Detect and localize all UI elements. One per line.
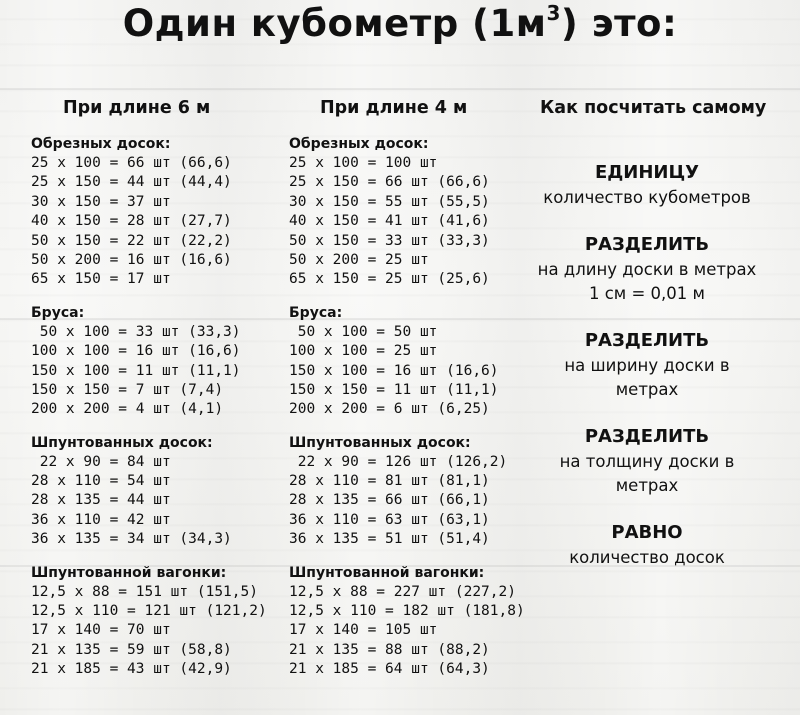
step-description: количество кубометров <box>543 188 751 207</box>
step-description: на толщину доски в <box>559 452 735 471</box>
group-title: Бруса: <box>31 304 85 321</box>
group-gap <box>289 550 525 564</box>
step-keyword: РАЗДЕЛИТЬ <box>584 426 710 447</box>
list-item: 65 х 150 = 17 шт <box>31 271 171 288</box>
list-item: 36 х 110 = 42 шт <box>31 511 171 528</box>
column-header-4m: При длине 4 м <box>320 98 468 118</box>
board-seam <box>0 88 800 90</box>
step-description: метрах <box>615 476 679 495</box>
material-group <box>289 434 525 550</box>
group-title: Бруса: <box>289 304 343 321</box>
material-group <box>31 304 267 420</box>
list-item: 36 х 135 = 51 шт (51,4) <box>289 531 490 548</box>
list-item: 12,5 х 110 = 121 шт (121,2) <box>31 603 267 620</box>
calc-step <box>527 520 767 570</box>
group-gap <box>289 420 525 434</box>
step-keyword: РАЗДЕЛИТЬ <box>584 330 710 351</box>
list-item: 22 х 90 = 84 шт <box>31 453 171 470</box>
list-item: 65 х 150 = 25 шт (25,6) <box>289 271 490 288</box>
step-description: метрах <box>615 380 679 399</box>
list-item: 50 х 150 = 33 шт (33,3) <box>289 232 490 249</box>
list-item: 21 х 185 = 64 шт (64,3) <box>289 661 490 678</box>
group-title: Обрезных досок: <box>289 136 429 152</box>
list-item: 50 х 200 = 16 шт (16,6) <box>31 251 232 268</box>
list-item: 25 х 100 = 100 шт <box>289 155 438 171</box>
title-superscript: 3 <box>546 1 561 25</box>
material-group <box>289 304 525 420</box>
list-item: 200 х 200 = 4 шт (4,1) <box>31 401 224 418</box>
list-item: 150 х 150 = 11 шт (11,1) <box>289 381 499 398</box>
title-suffix: ) это: <box>560 2 678 45</box>
group-gap <box>31 420 267 434</box>
group-title: Шпунтованных досок: <box>289 434 471 451</box>
calc-step <box>527 160 767 210</box>
column-4m <box>289 135 525 680</box>
list-item: 12,5 х 88 = 151 шт (151,5) <box>31 583 258 600</box>
group-title: Шпунтованной вагонки: <box>31 564 227 581</box>
list-item: 28 х 135 = 66 шт (66,1) <box>289 492 490 509</box>
list-item: 100 х 100 = 25 шт <box>289 343 438 360</box>
list-item: 25 х 150 = 44 шт (44,4) <box>31 174 232 191</box>
list-item: 25 х 100 = 66 шт (66,6) <box>31 155 232 171</box>
material-group <box>289 564 525 680</box>
step-description: на ширину доски в <box>564 356 730 375</box>
list-item: 36 х 110 = 63 шт (63,1) <box>289 511 490 528</box>
calc-step <box>527 424 767 498</box>
step-keyword: РАЗДЕЛИТЬ <box>584 234 710 255</box>
step-keyword: ЕДИНИЦУ <box>594 162 700 183</box>
step-description: количество досок <box>569 548 725 567</box>
list-item: 22 х 90 = 126 шт (126,2) <box>289 453 508 470</box>
step-description: 1 см = 0,01 м <box>588 284 705 303</box>
title-text: Один кубометр (1м <box>122 2 547 45</box>
group-gap <box>31 550 267 564</box>
group-title: Обрезных досок: <box>31 136 171 152</box>
group-gap <box>31 290 267 304</box>
group-title: Шпунтованной вагонки: <box>289 564 485 581</box>
list-item: 21 х 185 = 43 шт (42,9) <box>31 661 232 678</box>
list-item: 200 х 200 = 6 шт (6,25) <box>289 401 490 418</box>
calc-step <box>527 232 767 306</box>
list-item: 50 х 150 = 22 шт (22,2) <box>31 232 232 249</box>
material-group <box>289 135 525 290</box>
list-item: 30 х 150 = 37 шт <box>31 193 171 210</box>
material-group <box>31 434 267 550</box>
list-item: 50 х 100 = 33 шт (33,3) <box>31 323 241 340</box>
list-item: 150 х 150 = 7 шт (7,4) <box>31 381 224 398</box>
column-6m <box>31 135 267 680</box>
page-title <box>0 0 800 48</box>
group-title: Шпунтованных досок: <box>31 434 213 451</box>
material-group <box>31 135 267 290</box>
list-item: 150 х 100 = 16 шт (16,6) <box>289 362 499 379</box>
list-item: 21 х 135 = 59 шт (58,8) <box>31 641 232 658</box>
list-item: 50 х 100 = 50 шт <box>289 323 438 340</box>
list-item: 150 х 100 = 11 шт (11,1) <box>31 362 241 379</box>
group-gap <box>289 290 525 304</box>
list-item: 28 х 135 = 44 шт <box>31 492 171 509</box>
calculation-steps <box>527 160 767 592</box>
list-item: 12,5 х 110 = 182 шт (181,8) <box>289 603 525 620</box>
list-item: 28 х 110 = 81 шт (81,1) <box>289 473 490 490</box>
column-header-howto: Как посчитать самому <box>540 98 767 118</box>
list-item: 100 х 100 = 16 шт (16,6) <box>31 343 241 360</box>
step-description: на длину доски в метрах <box>537 260 757 279</box>
list-item: 12,5 х 88 = 227 шт (227,2) <box>289 583 516 600</box>
list-item: 30 х 150 = 55 шт (55,5) <box>289 193 490 210</box>
list-item: 40 х 150 = 41 шт (41,6) <box>289 213 490 230</box>
list-item: 40 х 150 = 28 шт (27,7) <box>31 213 232 230</box>
list-item: 25 х 150 = 66 шт (66,6) <box>289 174 490 191</box>
step-keyword: РАВНО <box>611 522 683 543</box>
list-item: 21 х 135 = 88 шт (88,2) <box>289 641 490 658</box>
list-item: 50 х 200 = 25 шт <box>289 251 429 268</box>
calc-step <box>527 328 767 402</box>
material-group <box>31 564 267 680</box>
list-item: 17 х 140 = 70 шт <box>31 622 171 639</box>
list-item: 17 х 140 = 105 шт <box>289 622 438 639</box>
list-item: 36 х 135 = 34 шт (34,3) <box>31 531 232 548</box>
list-item: 28 х 110 = 54 шт <box>31 473 171 490</box>
column-header-6m: При длине 6 м <box>63 98 211 118</box>
